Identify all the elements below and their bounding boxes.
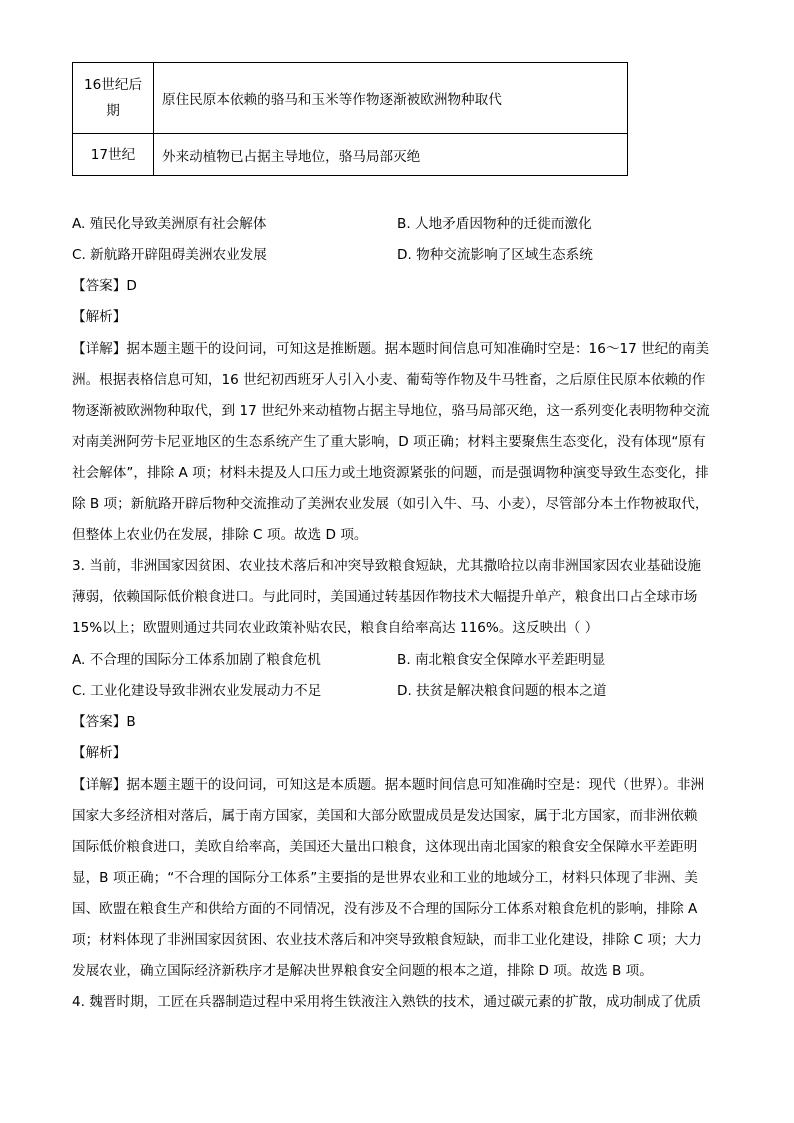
q3-detail-line: 国家大多经济相对落后，属于南方国家，美国和大部分欧盟成员是发达国家，属于北方国家，而非洲依赖 [72, 808, 698, 824]
period-cell: 17世纪 [73, 134, 154, 176]
q2-detail-line: 【详解】据本题主题干的设问词，可知这是推断题。据本题时间信息可知准确时空是：16～17 世纪的南美 [72, 341, 710, 357]
q2-detail-line: 社会解体”，排除 A 项；材料未提及人口压力或土地资源紧张的问题，而是强调物种演变导致生态变化，排 [72, 465, 709, 481]
q3-stem-line: 3. 当前，非洲国家因贫困、农业技术落后和冲突导致粮食短缺，尤其撒哈拉以南非洲国家因农业基础设施 [72, 558, 702, 574]
q2-analysis-heading: 【解析】 [72, 309, 127, 325]
q2-option-c: C. 新航路开辟阻碍美洲农业发展 [72, 247, 267, 263]
table-row [73, 134, 628, 176]
q3-option-d: D. 扶贫是解决粮食问题的根本之道 [397, 683, 607, 699]
q2-answer: 【答案】D [72, 278, 137, 294]
description-cell: 外来动植物已占据主导地位，骆马局部灭绝 [154, 134, 628, 176]
q3-detail-line: 显，B 项正确；“不合理的国际分工体系”主要指的是世界农业和工业的地域分工，材料只体现了非洲、美 [72, 870, 698, 886]
q2-detail-line: 物逐渐被欧洲物种取代，到 17 世纪外来动植物占据主导地位，骆马局部灭绝，这一系列变化表明物种交流 [72, 403, 710, 419]
description-cell: 原住民原本依赖的骆马和玉米等作物逐渐被欧洲物种取代 [154, 63, 628, 134]
q3-answer: 【答案】B [72, 714, 136, 730]
period-cell [73, 63, 154, 134]
q2-option-d: D. 物种交流影响了区域生态系统 [397, 247, 593, 263]
q3-option-c: C. 工业化建设导致非洲农业发展动力不足 [72, 683, 322, 699]
period-text-line-2: 期 [106, 103, 120, 119]
q3-detail-line: 发展农业，确立国际经济新秩序才是解决世界粮食安全问题的根本之道，排除 D 项。故选 B 项。 [72, 963, 653, 979]
q2-detail-line: 除 B 项；新航路开辟后物种交流推动了美洲农业发展（如引入牛、马、小麦），尽管部分本土作物被取代， [72, 496, 709, 512]
history-table [72, 62, 628, 176]
q3-stem-line: 薄弱，依赖国际低价粮食进口。与此同时，美国通过转基因作物技术大幅提升单产，粮食出口占全球市场 [72, 589, 698, 605]
q3-stem-line: 15%以上；欧盟则通过共同农业政策补贴农民，粮食自给率高达 116%。这反映出（ ） [72, 620, 599, 636]
q3-detail-line: 【详解】据本题主题干的设问词，可知这是本质题。据本题时间信息可知准确时空是：现代（世界）。非洲 [72, 777, 705, 793]
q3-detail-line: 国际低价粮食进口，美欧自给率高，美国还大量出口粮食，这体现出南北国家的粮食安全保障水平差距明 [72, 839, 698, 855]
q3-option-b: B. 南北粮食安全保障水平差距明显 [397, 652, 606, 668]
q4-stem-line: 4. 魏晋时期，工匠在兵器制造过程中采用将生铁液注入熟铁的技术，通过碳元素的扩散，成功制成了优质 [72, 994, 702, 1010]
period-text-line-1: 16世纪后 [83, 77, 143, 93]
q3-detail-line: 国、欧盟在粮食生产和供给方面的不同情况，没有涉及不合理的国际分工体系对粮食危机的影响，排除 A [72, 901, 698, 917]
q2-detail-line: 对南美洲阿劳卡尼亚地区的生态系统产生了重大影响，D 项正确；材料主要聚焦生态变化，没有体现“原有 [72, 434, 706, 450]
q2-option-a: A. 殖民化导致美洲原有社会解体 [72, 216, 267, 232]
table-row [73, 63, 628, 134]
q2-detail-line: 洲。根据表格信息可知，16 世纪初西班牙人引入小麦、葡萄等作物及牛马牲畜，之后原住民原本依赖的作 [72, 372, 706, 388]
q3-option-a: A. 不合理的国际分工体系加剧了粮食危机 [72, 652, 321, 668]
q2-detail-line: 但整体上农业仍在发展，排除 C 项。故选 D 项。 [72, 527, 368, 543]
q2-option-b: B. 人地矛盾因物种的迁徙而激化 [397, 216, 592, 232]
q3-detail-line: 项；材料体现了非洲国家因贫困、农业技术落后和冲突导致粮食短缺，而非工业化建设，排除 C 项；大力 [72, 932, 702, 948]
q3-analysis-heading: 【解析】 [72, 745, 127, 761]
